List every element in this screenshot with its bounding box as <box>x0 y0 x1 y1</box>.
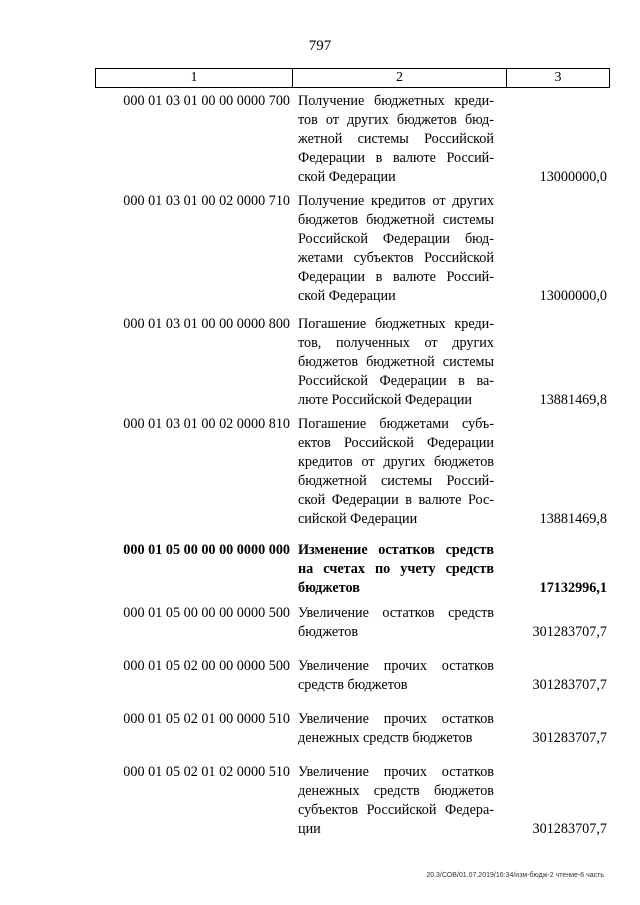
row-name-line: ской Федерации в валюте Рос- <box>298 492 494 508</box>
row-code: 000 01 05 02 01 02 0000 510 <box>123 764 290 780</box>
row-value: 17132996,1 <box>539 580 607 596</box>
row-value: 301283707,7 <box>532 677 607 693</box>
row-name-line: бюджетов бюджетной системы <box>298 354 494 370</box>
row-code: 000 01 03 01 00 02 0000 810 <box>123 416 290 432</box>
row-code: 000 01 05 00 00 00 0000 000 <box>123 542 290 558</box>
row-name-line: тов, полученных от других <box>298 335 494 351</box>
row-name-line: Изменение остатков средств <box>298 542 494 558</box>
row-name <box>298 710 494 748</box>
row-name <box>298 541 494 598</box>
row-name-line: ектов Российской Федерации <box>298 435 494 451</box>
row-name-line: жетами субъектов Российской <box>298 250 494 266</box>
header-col-3: 3 <box>554 70 562 85</box>
row-name-line: Увеличение прочих остатков <box>298 764 494 780</box>
row-name-line: Получение бюджетных креди- <box>298 93 494 109</box>
footer-note: 20.3/СОВ/01.07.2019/16:34/изм-бюдж-2 чтение-6 часть <box>426 872 604 879</box>
row-name-line: сийской Федерации <box>298 511 418 527</box>
page-number: 797 <box>308 38 332 54</box>
row-name-line: бюджетной системы Россий- <box>298 473 494 489</box>
row-name-line: Увеличение прочих остатков <box>298 711 494 727</box>
row-name-line: Получение кредитов от других <box>298 193 494 209</box>
row-name-line: денежных средств бюджетов <box>298 730 473 746</box>
row-name-line: бюджетов <box>298 624 359 640</box>
row-name-line: ской Федерации <box>298 288 396 304</box>
row-value: 13000000,0 <box>539 169 607 185</box>
row-name-line: субъектов Российской Федера- <box>298 802 494 818</box>
row-name-line: Российской Федерации в ва- <box>298 373 494 389</box>
row-name-line: Российской Федерации бюд- <box>298 231 494 247</box>
row-name-line: люте Российской Федерации <box>298 392 473 408</box>
row-code: 000 01 05 00 00 00 0000 500 <box>123 605 290 621</box>
row-name <box>298 657 494 695</box>
row-name-line: Федерации в валюте Россий- <box>298 269 494 285</box>
row-value: 301283707,7 <box>532 730 607 746</box>
table-header <box>95 68 610 88</box>
row-value: 13881469,8 <box>539 511 607 527</box>
row-value: 301283707,7 <box>532 624 607 640</box>
row-name-line: Увеличение прочих остатков <box>298 658 494 674</box>
row-code: 000 01 05 02 00 00 0000 500 <box>123 658 290 674</box>
row-name-line: жетной системы Российской <box>298 131 494 147</box>
row-name <box>298 92 494 187</box>
row-name-line: Погашение бюджетных креди- <box>298 316 494 332</box>
row-name-line: Увеличение остатков средств <box>298 605 494 621</box>
row-name <box>298 192 494 306</box>
row-code: 000 01 03 01 00 00 0000 700 <box>123 93 290 109</box>
row-name-line: ской Федерации <box>298 169 396 185</box>
row-name-line: бюджетов <box>298 580 360 596</box>
row-name <box>298 604 494 642</box>
row-name-line: ции <box>298 821 321 837</box>
row-name <box>298 315 494 410</box>
row-name-line: средств бюджетов <box>298 677 408 693</box>
row-name-line: бюджетов бюджетной системы <box>298 212 494 228</box>
row-code: 000 01 05 02 01 00 0000 510 <box>123 711 290 727</box>
row-value: 13881469,8 <box>539 392 607 408</box>
row-code: 000 01 03 01 00 00 0000 800 <box>123 316 290 332</box>
row-name <box>298 763 494 839</box>
row-name-line: Федерации в валюте Россий- <box>298 150 494 166</box>
row-value: 301283707,7 <box>532 821 607 837</box>
row-name-line: на счетах по учету средств <box>298 561 494 577</box>
row-name-line: денежных средств бюджетов <box>298 783 494 799</box>
row-name <box>298 415 494 529</box>
header-col-1: 1 <box>96 69 293 87</box>
header-col-2: 2 <box>293 69 507 87</box>
row-code: 000 01 03 01 00 02 0000 710 <box>123 193 290 209</box>
row-value: 13000000,0 <box>539 288 607 304</box>
row-name-line: кредитов от других бюджетов <box>298 454 494 470</box>
row-name-line: тов от других бюджетов бюд- <box>298 112 494 128</box>
row-name-line: Погашение бюджетами субъ- <box>298 416 494 432</box>
